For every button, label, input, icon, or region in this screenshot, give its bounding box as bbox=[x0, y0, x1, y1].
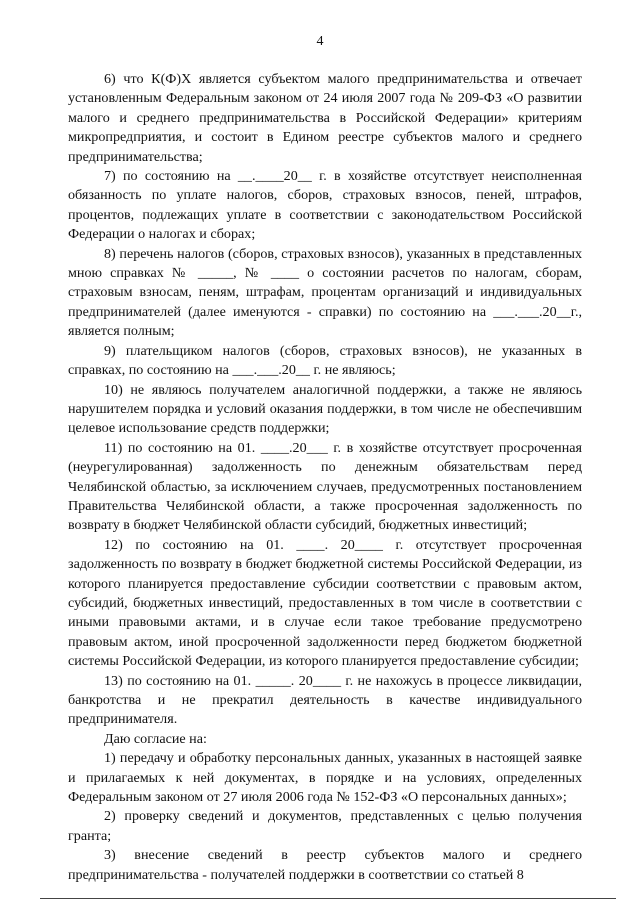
clause-6-paragraph: 6) что К(Ф)Х является субъектом малого предпринимательства и отвечает установленным Федеральным законом от 24 июля 2007 года № 209-ФЗ «О развитии малого и среднего предпринимательства в Российской Федерации» критериям микропредприятия, и состоит в Едином реестре субъектов малого и среднего предпринимательства; bbox=[68, 71, 582, 165]
consent-item-1-paragraph: 1) передачу и обработку персональных данных, указанных в настоящей заявке и прилагаемых к ней документах, в порядке и на условиях, определенных Федеральным законом от 27 июля 2006 года № 152-ФЗ «О персональных данных»; bbox=[68, 750, 582, 806]
clause-13-paragraph: 13) по состоянию на 01. _____. 20____ г. не нахожусь в процессе ликвидации, банкротства и не прекратил деятельность в качестве индивидуального предпринимателя. bbox=[68, 672, 582, 728]
consent-heading: Даю согласие на: bbox=[104, 730, 207, 747]
clause-10-paragraph: 10) не являюсь получателем аналогичной поддержки, а также не являюсь нарушителем порядка и условий оказания поддержки, в том числе не обеспечившим целевое использование средств поддержки; bbox=[68, 381, 582, 437]
clause-9-paragraph: 9) плательщиком налогов (сборов, страховых взносов), не указанных в справках, по состоянию на ___.___.20__ г. не являюсь; bbox=[68, 342, 582, 379]
consent-item-3-paragraph: 3) внесение сведений в реестр субъектов малого и среднего предпринимательства - получателей поддержки в соответствии со статьей 8 bbox=[68, 847, 582, 883]
clause-11-paragraph: 11) по состоянию на 01. ____.20___ г. в хозяйстве отсутствует просроченная (неурегулированная) задолженность по денежным обязательствам перед Челябинской областью, за исключением случаев, предусмотренных постановлением Правительства Челябинской области, а также просроченная задолженность по возврату в бюджет Челябинской области субсидий, бюджетных инвестиций; bbox=[68, 439, 582, 534]
clause-12-paragraph: 12) по состоянию на 01. ____. 20____ г. отсутствует просроченная задолженность по возврату в бюджет бюджетной системы Российской Федерации, из которого планируется предоставление субсидии соответствии с правовым актом, субсидий, бюджетных инвестиций, предоставленных в том числе в соответствии с иными правовыми актами, и в случае если такое требование предусмотрено правовым актом, иной просроченной задолженности перед бюджетом бюджетной системы Российской Федерации, из которого планируется предоставление субсидии; bbox=[68, 536, 582, 670]
clause-7-paragraph: 7) по состоянию на __.____20__ г. в хозяйстве отсутствует неисполненная обязанность по уплате налогов, сборов, страховых взносов, пеней, штрафов, процентов, подлежащих уплате в соответствии с законодательством Российской Федерации о налогах и сборах; bbox=[68, 168, 582, 243]
page-bottom-rule bbox=[40, 898, 616, 899]
consent-item-2-paragraph: 2) проверку сведений и документов, представленных с целью получения гранта; bbox=[68, 808, 582, 844]
page-number: 4 bbox=[316, 34, 324, 49]
clause-8-paragraph: 8) перечень налогов (сборов, страховых взносов), указанных в представленных мною справках № _____, № ____ о состоянии расчетов по налогам, сборам, страховым взносам, пеням, штрафам, процентам организаций и индивидуальных предпринимателей (далее именуются - справки) по состоянию на ___.___.20__г., является полным; bbox=[68, 245, 582, 340]
document-body bbox=[68, 70, 582, 885]
